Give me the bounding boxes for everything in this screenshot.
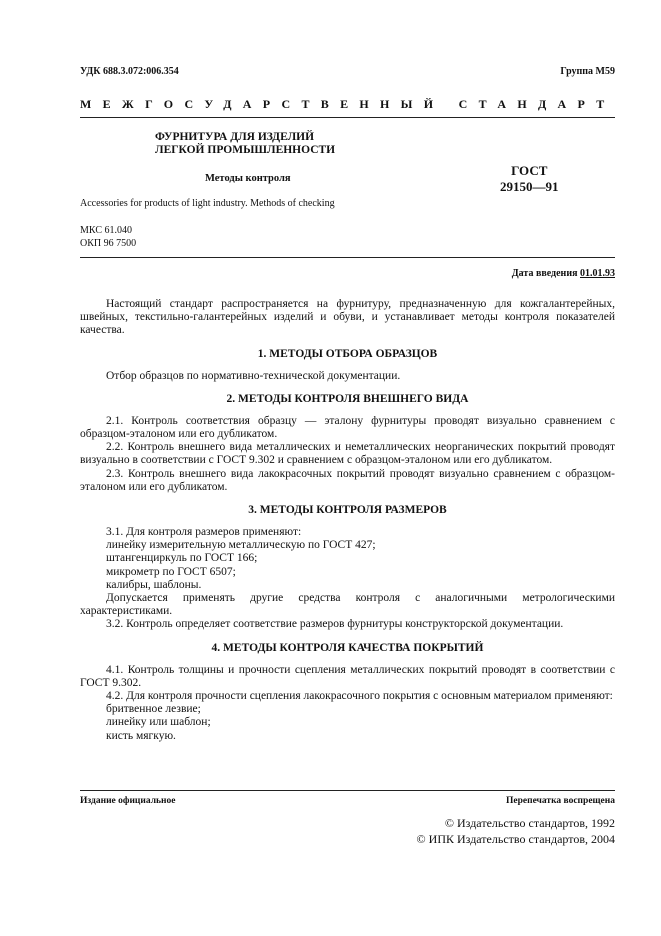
- gost-number: 29150—91: [500, 179, 559, 194]
- okp-code: ОКП 96 7500: [80, 238, 137, 249]
- list-item: штангенциркуль по ГОСТ 166;: [106, 552, 258, 565]
- clause-4-2: 4.2. Для контроля прочности сцепления лакокрасочного покрытия с основным материалом применяют:: [106, 690, 613, 703]
- clause-3-1: 3.1. Для контроля размеров применяют:: [106, 526, 302, 539]
- clause-2-2: 2.2. Контроль внешнего вида металлических и неметаллических неорганических покрытий проводят визуально в соответствии с ГОСТ 9.302 и сравнением с образцом-эталоном или его дубликатом.: [80, 441, 615, 467]
- list-item: кисть мягкую.: [106, 729, 176, 742]
- group-code: Группа М59: [560, 66, 615, 77]
- title-line-2: ЛЕГКОЙ ПРОМЫШЛЕННОСТИ: [155, 144, 336, 156]
- document-title: [155, 131, 335, 157]
- list-item: линейку или шаблон;: [106, 716, 211, 729]
- classification-codes: [80, 224, 136, 250]
- header-rule: [80, 117, 615, 118]
- footer-rule: [80, 790, 615, 791]
- section-1-heading: 1. МЕТОДЫ ОТБОРА ОБРАЗЦОВ: [257, 347, 438, 360]
- section-1-paragraph: Отбор образцов по нормативно-технической документации.: [106, 369, 401, 382]
- list-item: микрометр по ГОСТ 6507;: [106, 565, 236, 578]
- copyright-1992: © Издательство стандартов, 1992: [444, 816, 615, 830]
- section-4-heading: 4. МЕТОДЫ КОНТРОЛЯ КАЧЕСТВА ПОКРЫТИЙ: [211, 641, 484, 654]
- clause-2-1: 2.1. Контроль соответствия образцу — эталону фурнитуры проводят визуально сравнением с образцом-эталоном или его дубликатом.: [80, 414, 615, 441]
- clause-2-3: 2.3. Контроль внешнего вида лакокрасочных покрытий проводят визуально сравнением с образцом-эталоном или его дубликатом.: [80, 467, 615, 493]
- gost-label: ГОСТ: [511, 163, 548, 178]
- reprint-notice: Перепечатка воспрещена: [505, 796, 615, 806]
- english-title: Accessories for products of light industry. Methods of checking: [80, 198, 335, 209]
- introduction-date: [512, 268, 615, 279]
- document-subtitle: Методы контроля: [205, 173, 291, 184]
- mks-code: МКС 61.040: [80, 225, 132, 236]
- copyright-2004: © ИПК Издательство стандартов, 2004: [416, 832, 615, 846]
- title-line-1: ФУРНИТУРА ДЛЯ ИЗДЕЛИЙ: [155, 131, 315, 143]
- clause-4-1: 4.1. Контроль толщины и прочности сцепления металлических покрытий проводят в соответствии с ГОСТ 9.302.: [80, 663, 615, 689]
- introduction-date-value: 01.01.93: [580, 268, 615, 279]
- udk-code: УДК 688.3.072:006.354: [80, 66, 179, 77]
- intro-paragraph: Настоящий стандарт распространяется на фурнитуру, предназначенную для кожгалантерейных, швейных, текстильно-галантерейных изделий и обуви, и устанавливает методы контроля показателей качества.: [80, 298, 615, 337]
- list-item: калибры, шаблоны.: [106, 578, 202, 591]
- list-item: бритвенное лезвие;: [106, 703, 201, 716]
- gost-number-block: [500, 163, 559, 195]
- introduction-date-label: Дата введения: [511, 268, 578, 279]
- section-2-heading: 2. МЕТОДЫ КОНТРОЛЯ ВНЕШНЕГО ВИДА: [226, 392, 469, 405]
- document-body: [80, 298, 615, 743]
- clause-3-1-note: Допускается применять другие средства контроля с аналогичными метрологическими характеристиками.: [80, 592, 615, 618]
- official-edition: Издание официальное: [80, 796, 176, 806]
- clause-3-2: 3.2. Контроль определяет соответствие размеров фурнитуры конструкторской документации.: [106, 618, 564, 631]
- standard-banner: МЕЖГОСУДАРСТВЕННЫЙ СТАНДАРТ: [80, 97, 616, 111]
- list-item: линейку измерительную металлическую по ГОСТ 427;: [106, 539, 376, 552]
- codes-rule: [80, 257, 615, 258]
- section-3-heading: 3. МЕТОДЫ КОНТРОЛЯ РАЗМЕРОВ: [248, 504, 447, 517]
